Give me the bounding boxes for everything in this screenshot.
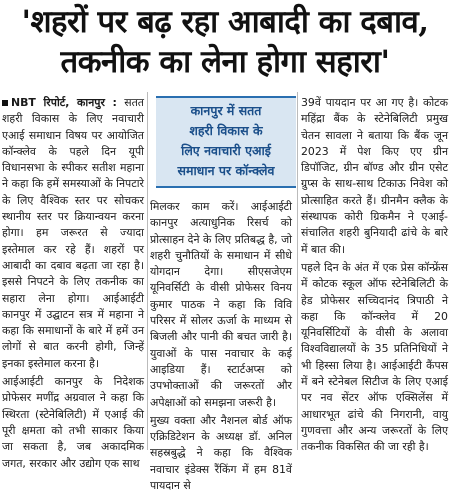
column-divider [297,92,298,450]
article-column-2 [150,199,292,494]
highlight-line: शहरी विकास के [189,123,263,138]
highlight-line: लिए नवाचारी एआई [181,143,271,158]
article-column-3 [301,95,448,456]
headline-line-1: 'शहरों पर बढ़ रहा आबादी का दबाव, [21,4,429,40]
highlight-box [156,96,296,188]
paragraph: मिलकर काम करें। आईआईटी कानपुर अत्याधुनिक रिसर्च को प्रोत्साहन देने के लिए प्रतिबद्ध है, जो शहरी चुनौतियों के समाधान में सीधे योगदान देगा। सीएसजेएम यूनिवर्सिटी के वीसी प्रोफेसर विनय कुमार पाठक ने कहा कि विवि परिसर में सोलर ऊर्जा के माध्यम से बिजली और पानी की बचत जारी है। युवाओं के पास नवाचार के कई आइडिया हैं। स्टार्टअप्स को उपभोक्ताओं की जरूरतों और अपेक्षाओं को समझना जरूरी है। [150,200,292,409]
article-column-1 [2,95,144,472]
highlight-line: कानपुर में सतत [190,103,262,118]
column-divider [147,92,148,450]
paragraph-text: सतत शहरी विकास के लिए नवाचारी एआई समाधान विषय पर आयोजित कॉन्क्लेव के पहले दिन यूपी विधानसभा के स्पीकर सतीश महाना ने कहा कि हमें समस्याओं के निपटारे के लिए वैश्विक स्तर पर सोचकर स्थानीय स्तर पर क्रियान्वयन करना होगा। हम जरूरत से ज्यादा इस्तेमाल कर रहे हैं। शहरों पर आबादी का दबाव बढ़ता जा रहा है। इससे निपटने के लिए तकनीक का सहारा लेना होगा। आईआईटी कानपुर में उद्घाटन सत्र में महाना ने कहा कि समाधानों के बारे में हमें उन लोगों से बात करनी होगी, जिन्हें इनका इस्तेमाल करना है। [2,96,144,370]
paragraph [2,95,144,372]
paragraph: 39वें पायदान पर आ गए है। कोटक महिंद्रा बैंक के स्टेनेबिलिटी प्रमुख चेतन सावला ने बताया कि बैंक जून 2023 में पेश किए एए ग्रीन डिपॉजिट, ग्रीन बॉण्ड और ग्रीन एसेट ग्रुप्स के साथ-साथ टिकाऊ निवेश को प्रोत्साहित करते हैं। ग्रीनमैन क्लैक के संस्थापक कोरी ग्रिकमैन ने एआई-संचालित शहरी बुनियादी ढांचे के बारे में बात की। [301,96,448,256]
paragraph: आईआईटी कानपुर के निदेशक प्रोफेसर मणींद्र अग्रवाल ने कहा कि स्थिरता (स्टेनेबिलिटी) में एआई की पूरी क्षमता को तभी साकार किया जा सकता है, जब अकादमिक जगत, सरकार और उद्योग एक साथ [2,375,144,470]
headline-line-2: तकनीक का लेना होगा सहारा' [60,44,390,80]
bullet-icon [2,100,8,106]
paragraph: पहले दिन के अंत में एक प्रेस कॉन्फ्रेंस में कोटक स्कूल ऑफ स्टेनेबिलिटी के हेड प्रोफेसर सच्चिदानंद त्रिपाठी ने कहा कि कॉन्क्लेव में 20 यूनिवर्सिटियों के वीसी के अलावा विश्वविद्यालयों के 35 प्रतिनिधियों ने भी हिस्सा लिया है। आईआईटी कैंपस में बने स्टेनेबल सिटीज के लिए एआई पर नव सेंटर ऑफ एक्सिलेंस में आधारभूत ढांचे की निगरानी, वायु गुणवत्ता और अन्य जरूरतों के लिए तकनीक विकसित की जा रही है। [301,260,448,454]
byline: NBT रिपोर्ट, कानपुर : [11,96,117,109]
paragraph: मुख्य वक्ता और नैशनल बोर्ड ऑफ एक्रिडिटेशन के अध्यक्ष डॉ. अनिल सहस्रबुद्धे ने कहा कि वैश्विक नवाचार इंडेक्स रैंकिंग में हम 81वें पायदान से [150,413,292,493]
highlight-line: समाधान पर कॉन्क्लेव [177,163,275,178]
